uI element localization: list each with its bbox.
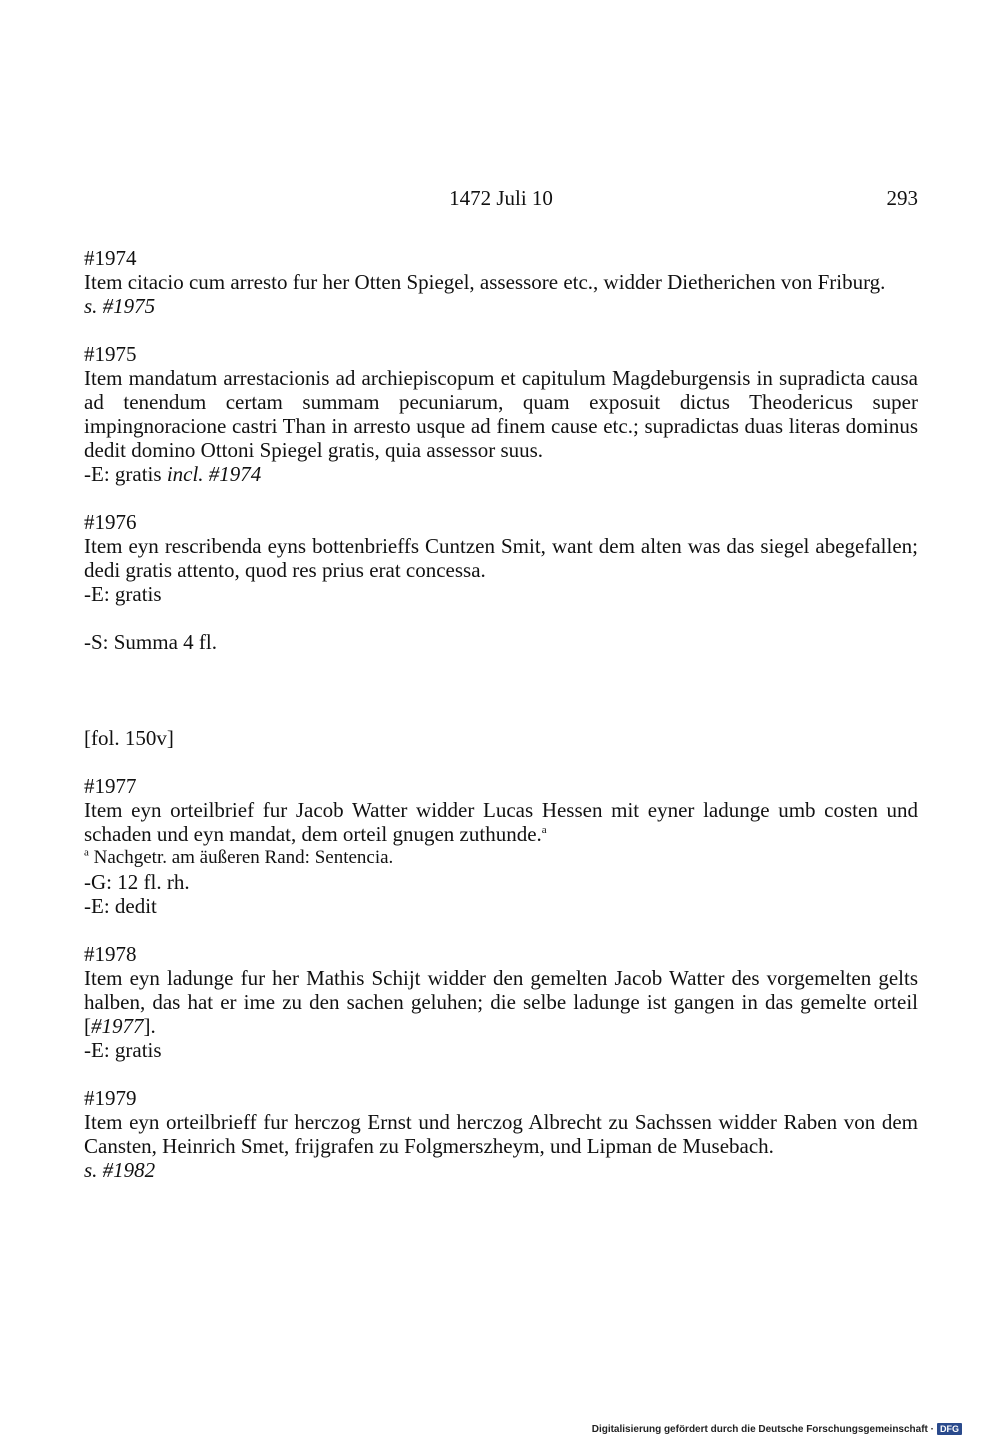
dfg-logo-icon: DFG bbox=[937, 1423, 962, 1435]
page-number: 293 bbox=[886, 186, 918, 210]
entry-id: #1978 bbox=[84, 942, 137, 966]
entry-text: Item mandatum arrestacionis ad archiepiscopum et capitulum Magdeburgensis in supradicta causa ad tenendum certam summam pecuniarum, quam exposuit dictus Theodericus super impingnoracione castri Than in arresto usque ad finem cause etc.; supradictas duas literas dominus dedit domino Ottoni Spiegel gratis, quia assessor suus. bbox=[84, 366, 918, 462]
footer-credit bbox=[592, 1423, 962, 1435]
entry-1979 bbox=[84, 1086, 918, 1182]
entry-text: Item eyn ladunge fur her Mathis Schijt widder den gemelten Jacob Watter des vorgemelten gelts halben, das hat er ime zu den sachen geluhen; die selbe ladunge ist gangen in das gemelte orteil [ bbox=[84, 966, 918, 1038]
entry-1977 bbox=[84, 774, 918, 918]
entry-id: #1974 bbox=[84, 246, 137, 270]
note-prefix: -E: gratis bbox=[84, 462, 167, 486]
entry-id: #1979 bbox=[84, 1086, 137, 1110]
entry-id: #1976 bbox=[84, 510, 137, 534]
entry-inline-reference: #1977 bbox=[91, 1014, 144, 1038]
summa-line bbox=[84, 630, 918, 654]
credit-text: Digitalisierung gefördert durch die Deutsche Forschungsgemeinschaft · bbox=[591, 1423, 934, 1435]
footnote bbox=[84, 846, 918, 870]
folio-marker bbox=[84, 726, 918, 750]
entry-id: #1977 bbox=[84, 774, 137, 798]
entry-note-g: -G: 12 fl. rh. bbox=[84, 870, 190, 894]
entry-reference: s. #1982 bbox=[84, 1158, 156, 1182]
entry-text-wrap bbox=[84, 798, 918, 846]
page-header bbox=[84, 183, 918, 213]
document-body bbox=[84, 246, 918, 1206]
entry-1976 bbox=[84, 510, 918, 606]
entry-1974 bbox=[84, 246, 918, 318]
footnote-marker: a bbox=[541, 824, 547, 836]
footnote-marker: a bbox=[84, 846, 89, 859]
entry-reference: s. #1975 bbox=[84, 294, 156, 318]
entry-text: Item eyn orteilbrief fur Jacob Watter widder Lucas Hessen mit eyner ladunge umb costen und schaden und eyn mandat, dem orteil gnugen zuthunde. bbox=[84, 798, 918, 846]
entry-text: Item citacio cum arresto fur her Otten Spiegel, assessore etc., widder Dietherichen von Friburg. bbox=[84, 270, 886, 294]
entry-text: Item eyn orteilbrieff fur herczog Ernst und herczog Albrecht zu Sachssen widder Raben von dem Cansten, Heinrich Smet, frijgrafen zu Folgmerszheym, und Lipman de Musebach. bbox=[84, 1110, 918, 1158]
footnote-text: Nachgetr. am äußeren Rand: Sentencia. bbox=[93, 847, 394, 868]
entry-note-e: -E: dedit bbox=[84, 894, 157, 918]
entry-note: -E: gratis bbox=[84, 1038, 162, 1062]
entry-1978 bbox=[84, 942, 918, 1062]
folio-text: [fol. 150v] bbox=[84, 726, 174, 750]
entry-note: -E: gratis bbox=[84, 582, 162, 606]
entry-text-wrap bbox=[84, 966, 918, 1038]
entry-note bbox=[84, 462, 918, 486]
entry-text-end: ]. bbox=[143, 1014, 156, 1038]
note-reference: incl. #1974 bbox=[166, 462, 262, 486]
summa-text: -S: Summa 4 fl. bbox=[84, 630, 218, 654]
entry-id: #1975 bbox=[84, 342, 137, 366]
entry-text: Item eyn rescribenda eyns bottenbrieffs Cuntzen Smit, want dem alten was das siegel abegefallen; dedi gratis attento, quod res prius erat concessa. bbox=[84, 534, 918, 582]
entry-1975 bbox=[84, 342, 918, 486]
header-date: 1472 Juli 10 bbox=[449, 186, 553, 210]
